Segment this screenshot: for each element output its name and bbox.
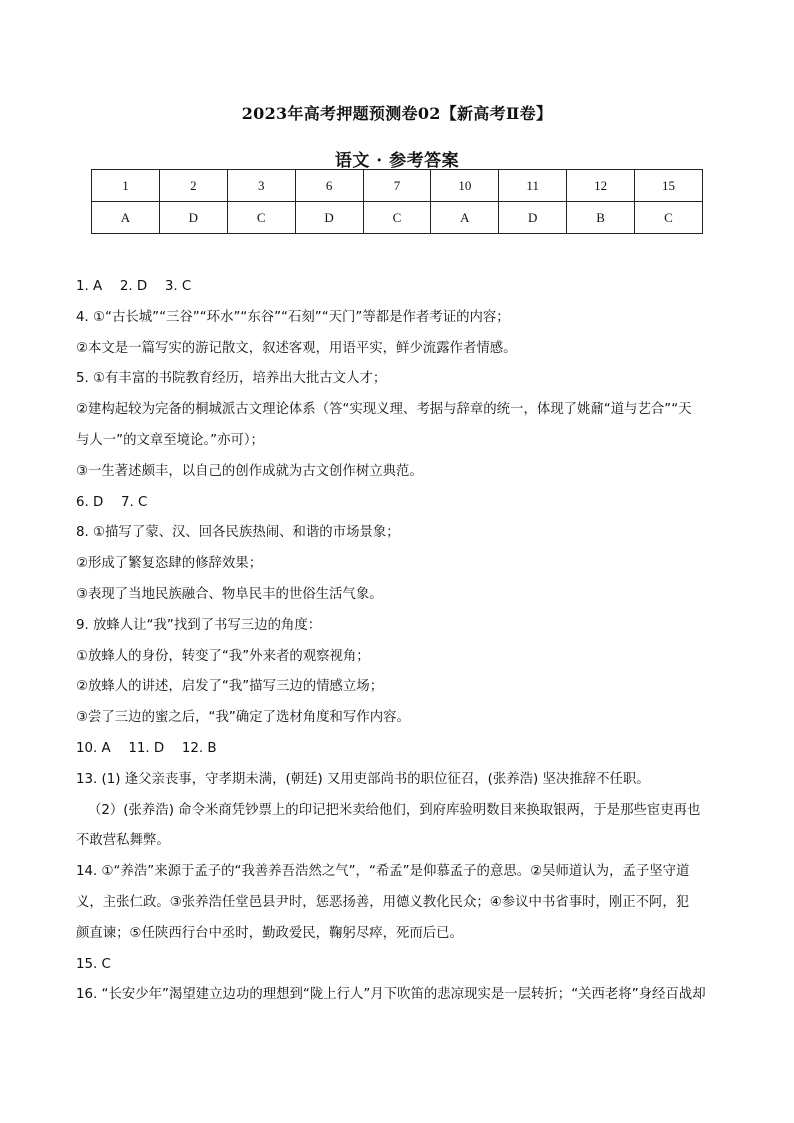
question-number-cell: 6 [295,170,363,202]
question-number-cell: 2 [159,170,227,202]
question-number-cell: 1 [92,170,160,202]
answer-line-q5-point2: ②建构起较为完备的桐城派古文理论体系（答“实现义理、考据与辞章的统一，体现了姚鼐“道与艺合”“天 [76,402,692,418]
answer-line-q6-7: 6. D 7. C [76,494,148,510]
answer-line-q4-point2: ②本文是一篇写实的游记散文，叙述客观，用语平实，鲜少流露作者情感。 [76,340,517,356]
answer-cell: A [92,202,160,234]
question-number-cell: 7 [363,170,431,202]
answer-cell: B [567,202,635,234]
answer-line-q8-point3: ③表现了当地民族融合、物阜民丰的世俗生活气象。 [76,586,383,602]
question-number-cell: 15 [635,170,703,202]
answer-cell: A [431,202,499,234]
answer-line-q14-cont1: 义，主张仁政。③张养浩任堂邑县尹时，惩恶扬善，用德义教化民众；④参议中书省事时，刚正不阿，犯 [76,894,690,910]
answer-table [91,169,703,234]
question-number-cell: 11 [499,170,567,202]
answer-line-q9-point1: ①放蜂人的身份，转变了“我”外来者的观察视角； [76,648,370,664]
question-number-cell: 3 [227,170,295,202]
answer-line-q13-part1: 13. (1) 逢父亲丧事，守孝期未满，(朝廷) 又用吏部尚书的职位征召，(张养浩) 坚决推辞不任职。 [76,771,650,787]
answer-line-q9-point2: ②放蜂人的讲述，启发了“我”描写三边的情感立场； [76,679,384,695]
answer-cell: D [295,202,363,234]
answer-line-q5-point1: 5. ①有丰富的书院教育经历，培养出大批古文人才； [76,371,387,387]
answer-cell: C [635,202,703,234]
answer-line-q1-3: 1. A 2. D 3. C [76,279,192,294]
answer-line-q5-point3: ③一生著述颇丰，以自己的创作成就为古文创作树立典范。 [76,463,423,479]
document-subtitle: 语文 · 参考答案 [334,151,460,171]
answer-line-q9-point3: ③尝了三边的蜜之后，“我”确定了选材角度和写作内容。 [76,710,410,726]
answer-cell: D [499,202,567,234]
answer-line-q4-point1: 4. ①“古长城”“三谷”“环水”“东谷”“石刻”“天门”等都是作者考证的内容； [76,309,510,325]
answer-line-q13-part2-cont: 不敢营私舞弊。 [76,833,170,849]
answer-cell: C [363,202,431,234]
answer-line-q9-intro: 9. 放蜂人让“我”找到了书写三边的角度： [76,617,322,633]
answer-line-q10-12: 10. A 11. D 12. B [76,740,217,756]
question-number-cell: 12 [567,170,635,202]
answer-table-answer-row [92,202,703,234]
answer-explanations [76,272,722,1011]
answer-cell: D [159,202,227,234]
answer-line-q13-part2: （2）(张养浩) 命令米商凭钞票上的印记把米卖给他们，到府库验明数目来换取银两，于是那些宦吏再也 [88,802,701,818]
question-number-cell: 10 [431,170,499,202]
answer-line-q14-cont2: 颜直谏；⑤任陕西行台中丞时，勤政爱民，鞠躬尽瘁，死而后已。 [76,925,463,941]
answer-line-q16: 16. “长安少年”渴望建立边功的理想到“陇上行人”月下吹笛的悲凉现实是一层转折；“关西老将”身经百战却 [76,987,706,1003]
answer-line-q15: 15. C [76,956,111,972]
answer-line-q14: 14. ①“养浩”来源于孟子的“我善养吾浩然之气”，“希孟”是仰慕孟子的意思。②吴师道认为，孟子坚守道 [76,864,690,880]
answer-cell: C [227,202,295,234]
answer-line-q8-point2: ②形成了繁复恣肆的修辞效果； [76,556,263,572]
answer-line-q8-point1: 8. ①描写了蒙、汉、回各民族热闹、和谐的市场景象； [76,525,400,541]
document-title: 2023年高考押题预测卷02【新高考Ⅱ卷】 [241,104,553,123]
answer-line-q5-point2-cont: 与人一”的文章至境论。”亦可）； [76,432,264,448]
answer-table-header-row [92,170,703,202]
